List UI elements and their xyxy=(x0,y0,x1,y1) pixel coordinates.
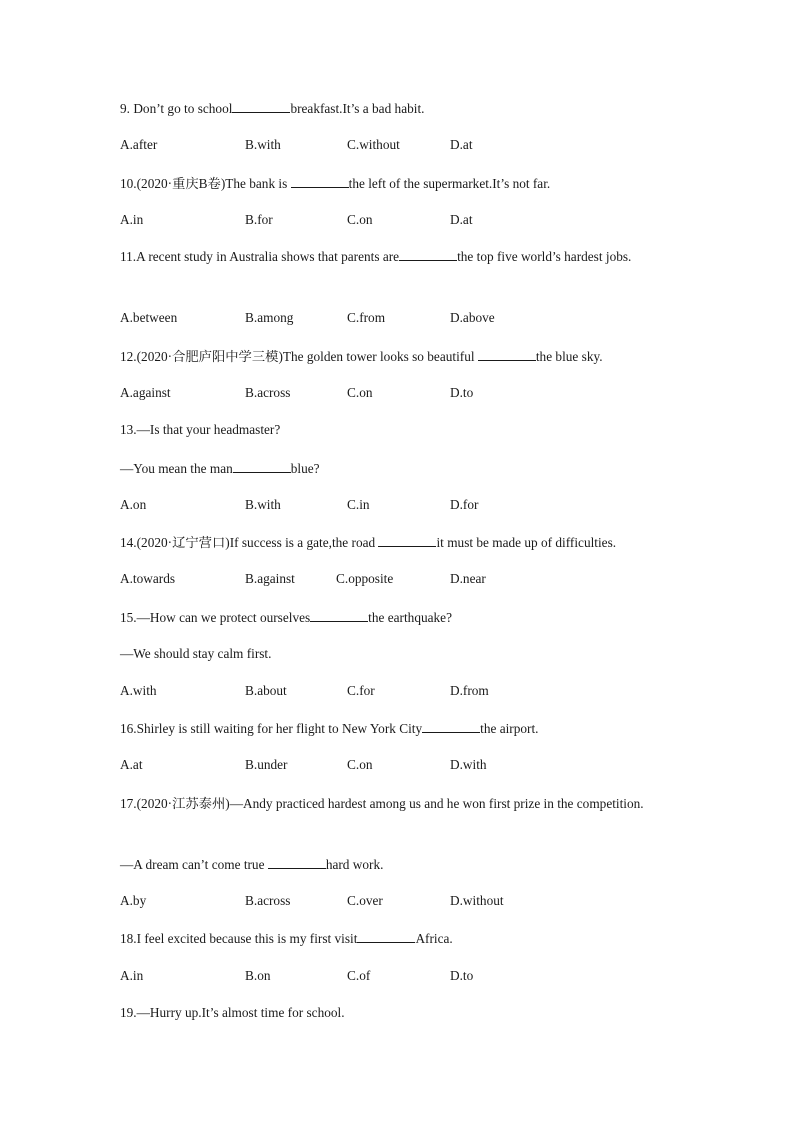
question-text-post: the airport. xyxy=(480,721,539,736)
option-a: A.at xyxy=(120,757,143,772)
option-d: D.with xyxy=(450,757,487,772)
option-a: A.between xyxy=(120,310,178,325)
option-b: B.against xyxy=(245,571,295,586)
option-b: B.for xyxy=(245,212,273,227)
question-number: 13. xyxy=(120,422,137,437)
answer-blank xyxy=(399,248,457,261)
answer-blank xyxy=(233,460,291,473)
option-b: B.across xyxy=(245,385,291,400)
option-d: D.near xyxy=(450,571,486,586)
question-text-pre: I feel excited because this is my first visit xyxy=(136,931,358,946)
answer-blank xyxy=(422,720,480,733)
question-text-post: the blue sky. xyxy=(535,349,603,364)
option-b: B.about xyxy=(245,683,287,698)
question-number: 10. xyxy=(120,176,137,191)
option-d: D.at xyxy=(450,212,473,227)
option-c: C.from xyxy=(347,310,386,325)
option-b: B.with xyxy=(245,497,281,512)
question-text-pre: —How can we protect ourselves xyxy=(136,610,311,625)
option-a: A.with xyxy=(120,683,157,698)
option-c: C.in xyxy=(347,497,370,512)
question-text-pre: —Is that your headmaster? xyxy=(136,422,281,437)
option-a: A.towards xyxy=(120,571,176,586)
option-c: C.for xyxy=(347,683,375,698)
question-text-pre: (2020·重庆B卷)The bank is xyxy=(136,176,291,191)
question-text-pre: —Hurry up.It’s almost time for school. xyxy=(136,1005,345,1020)
question-15 xyxy=(120,609,452,626)
question-13 xyxy=(120,422,280,438)
answer-blank xyxy=(232,100,290,113)
option-c: C.of xyxy=(347,968,371,983)
option-c: C.on xyxy=(347,212,373,227)
reply-text-post: blue? xyxy=(290,461,320,476)
answer-blank xyxy=(357,930,415,943)
question-text-pre: (2020·合肥庐阳中学三模)The golden tower looks so beautiful xyxy=(136,349,478,364)
question-number: 16. xyxy=(120,721,137,736)
question-text-pre: A recent study in Australia shows that parents are xyxy=(136,249,400,264)
option-a: A.on xyxy=(120,497,147,512)
answer-blank xyxy=(378,534,436,547)
option-b: B.with xyxy=(245,137,281,152)
question-15-reply: —We should stay calm first. xyxy=(120,646,272,661)
option-a: A.against xyxy=(120,385,171,400)
answer-blank xyxy=(310,609,368,622)
option-b: B.among xyxy=(245,310,294,325)
option-c: C.on xyxy=(347,385,373,400)
option-b: B.under xyxy=(245,757,288,772)
option-c: C.without xyxy=(347,137,400,152)
option-d: D.to xyxy=(450,385,474,400)
question-number: 19. xyxy=(120,1005,137,1020)
answer-blank xyxy=(478,348,536,361)
question-19 xyxy=(120,1005,345,1021)
question-11 xyxy=(120,245,660,269)
question-16 xyxy=(120,720,538,737)
option-b: B.on xyxy=(245,968,271,983)
reply-text-pre: —A dream can’t come true xyxy=(120,857,268,872)
question-number: 17. xyxy=(120,796,137,811)
question-13-reply xyxy=(120,460,320,477)
option-d: D.for xyxy=(450,497,479,512)
option-d: D.without xyxy=(450,893,504,908)
question-number: 12. xyxy=(120,349,137,364)
option-c: C.over xyxy=(347,893,383,908)
question-text-post: breakfast.It’s a bad habit. xyxy=(290,101,425,116)
question-text-post: Africa. xyxy=(415,931,453,946)
question-number: 11. xyxy=(120,249,137,264)
question-9 xyxy=(120,100,424,117)
reply-text-pre: —You mean the man xyxy=(120,461,233,476)
question-text-post: the earthquake? xyxy=(368,610,452,625)
question-text-pre: (2020·辽宁营口)If success is a gate,the road xyxy=(136,535,379,550)
option-a: A.by xyxy=(120,893,147,908)
option-a: A.in xyxy=(120,212,144,227)
question-17-reply xyxy=(120,856,383,873)
question-text-post: the left of the supermarket.It’s not far. xyxy=(348,176,551,191)
question-number: 14. xyxy=(120,535,137,550)
option-d: D.to xyxy=(450,968,474,983)
question-text-post: it must be made up of difficulties. xyxy=(436,535,617,550)
option-d: D.at xyxy=(450,137,473,152)
question-14 xyxy=(120,534,616,551)
answer-blank xyxy=(268,856,326,869)
option-d: D.from xyxy=(450,683,489,698)
question-text-pre: (2020·江苏泰州)—Andy practiced hardest among us and he won first prize in the competition. xyxy=(136,796,644,811)
question-text-pre: Don’t go to school xyxy=(133,101,233,116)
option-b: B.across xyxy=(245,893,291,908)
question-12 xyxy=(120,348,603,365)
question-number: 9. xyxy=(120,101,130,116)
question-10 xyxy=(120,175,550,192)
reply-text-post: hard work. xyxy=(325,857,384,872)
question-text-pre: Shirley is still waiting for her flight to New York City xyxy=(136,721,423,736)
question-number: 18. xyxy=(120,931,137,946)
question-18 xyxy=(120,930,453,947)
answer-blank xyxy=(291,175,349,188)
option-c: C.on xyxy=(347,757,373,772)
question-text-post: the top five world’s hardest jobs. xyxy=(457,249,632,264)
option-a: A.after xyxy=(120,137,158,152)
option-c: C.opposite xyxy=(336,571,394,586)
question-number: 15. xyxy=(120,610,137,625)
option-d: D.above xyxy=(450,310,495,325)
option-a: A.in xyxy=(120,968,144,983)
question-17 xyxy=(120,792,660,816)
